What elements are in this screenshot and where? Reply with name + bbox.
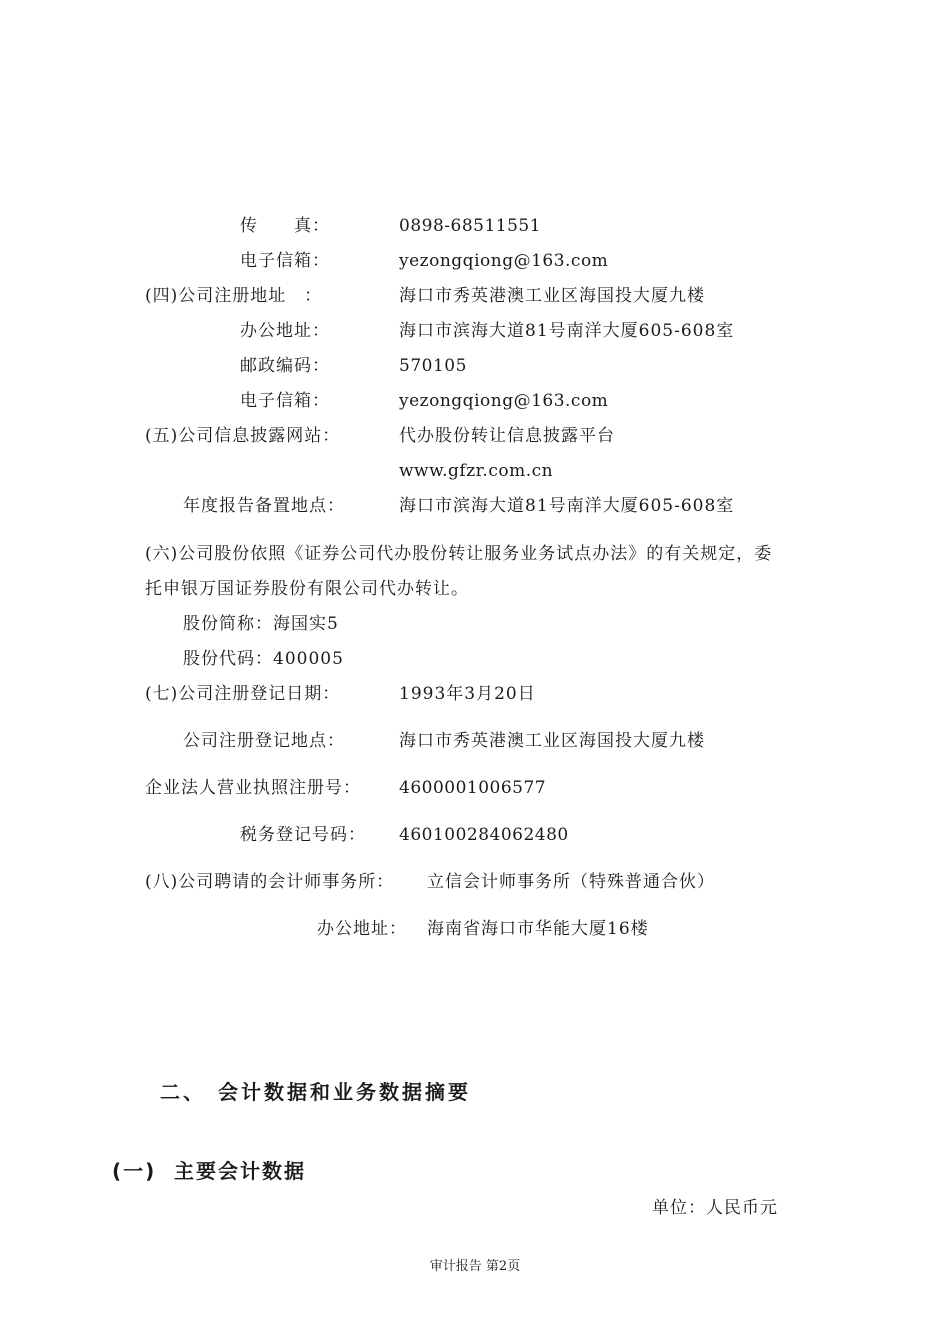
accounting-firm-value: 立信会计师事务所（特殊普通合伙） [427, 872, 715, 892]
tax-number-value: 460100284062480 [399, 825, 569, 845]
disclosure-site-value: 代办股份转让信息披露平台 [399, 426, 615, 446]
office-address-value: 海口市滨海大道81号南洋大厦605-608室 [399, 321, 735, 341]
tax-number-label: 税务登记号码： [240, 825, 366, 845]
accounting-firm-office-value: 海南省海口市华能大厦16楼 [427, 919, 649, 939]
report-location-value: 海口市滨海大道81号南洋大厦605-608室 [399, 496, 735, 516]
postcode-value: 570105 [399, 356, 467, 376]
disclosure-site-url: www.gfzr.com.cn [399, 461, 554, 481]
registration-date-value: 1993年3月20日 [399, 684, 536, 704]
share-code: 股份代码：400005 [183, 649, 344, 669]
email-label: 电子信箱： [240, 391, 330, 411]
page-footer: 审计报告 第2页 [429, 1259, 521, 1274]
postcode-label: 邮政编码： [240, 356, 330, 376]
accounting-firm-office-label: 办公地址： [317, 919, 407, 939]
fax-label: 传 真： [240, 216, 330, 236]
business-license-label: 企业法人营业执照注册号： [145, 778, 361, 798]
section-title: 会计数据和业务数据摘要 [218, 1080, 471, 1104]
office-address-label: 办公地址： [240, 321, 330, 341]
registration-place-label: 公司注册登记地点： [183, 731, 345, 751]
subsection-number: (一) [112, 1159, 157, 1183]
email-label: 电子信箱： [240, 251, 330, 271]
shares-paragraph-line1: (六)公司股份依照《证券公司代办股份转让服务业务试点办法》的有关规定，委 [145, 544, 773, 564]
fax-value: 0898-68511551 [399, 216, 542, 236]
registered-address-value: 海口市秀英港澳工业区海国投大厦九楼 [399, 286, 705, 306]
registration-date-label: (七)公司注册登记日期： [145, 684, 341, 704]
share-short-name: 股份简称：海国实5 [183, 614, 339, 634]
business-license-value: 4600001006577 [399, 778, 547, 798]
subsection-title: 主要会计数据 [174, 1159, 306, 1183]
currency-unit: 单位：人民币元 [652, 1198, 778, 1218]
section-number: 二、 [160, 1080, 206, 1104]
registered-address-label: (四)公司注册地址 ： [145, 286, 323, 306]
registration-place-value: 海口市秀英港澳工业区海国投大厦九楼 [399, 731, 705, 751]
email-value: yezongqiong@163.com [399, 391, 609, 411]
report-location-label: 年度报告备置地点： [183, 496, 345, 516]
accounting-firm-label: (八)公司聘请的会计师事务所： [145, 872, 395, 892]
email-value: yezongqiong@163.com [399, 251, 609, 271]
disclosure-site-label: (五)公司信息披露网站： [145, 426, 341, 446]
shares-paragraph-line2: 托申银万国证券股份有限公司代办转让。 [145, 579, 469, 599]
